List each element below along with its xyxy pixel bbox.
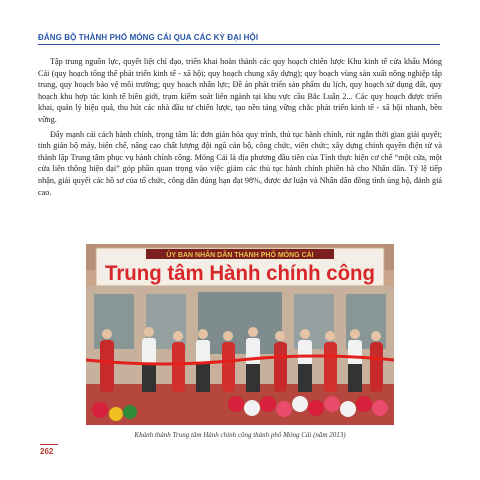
ceremony-photo-illustration (86, 244, 394, 425)
header-divider (38, 44, 440, 45)
page-number-rule (40, 444, 58, 445)
body-text (38, 56, 442, 201)
sign-main-text: Trung tâm Hành chính công (105, 262, 375, 285)
page-number: 262 (40, 447, 54, 456)
paragraph-admin-reform: Đẩy mạnh cải cách hành chính, trọng tâm là: đơn giản hóa quy trình, thủ tục hành chính, rút ngắn thời gian giải quyết; tinh giản bộ máy, biên chế, nâng cao chất lượng đội ngũ cán bộ, công chức, viên chức; xây dựng chính quyền điện tử và thành lập Trung tâm phục vụ hành chính công. Móng Cái là địa phương đầu tiên của Tỉnh thực hiện cơ chế “một cửa, một cửa liên thông hiện đại” góp phần quan trọng vào việc giảm các thủ tục hành chính phiền hà cho Nhân dân. Tỷ lệ tiếp nhận, giải quyết các hồ sơ của tổ chức, công dân đúng hạn đạt 98%, được dư luận và Nhân dân đồng tình ủng hộ, đánh giá cao. (38, 129, 442, 197)
photo-caption: Khánh thành Trung tâm Hành chính công thành phố Móng Cái (năm 2013) (134, 431, 346, 439)
running-header: ĐẢNG BỘ THÀNH PHỐ MÓNG CÁI QUA CÁC KỲ ĐẠI HỘI (38, 33, 259, 42)
ceremony-photo (86, 244, 394, 425)
sign-top-text: ỦY BAN NHÂN DÂN THÀNH PHỐ MÓNG CÁI (166, 252, 314, 259)
paragraph-planning: Tập trung nguồn lực, quyết liệt chỉ đạo, triển khai hoàn thành các quy hoạch chiến lược Khu kinh tế cửa khẩu Móng Cái (quy hoạch tổng thể phát triển kinh tế - xã hội; quy hoạch chung xây dựng); quy hoạch vùng sản xuất nông nghiệp tập trung, quy hoạch bảo vệ môi trường; quy hoạch nhân lực; Đề án phát triển sản phẩm du lịch, quy hoạch sử dụng đất, quy hoạch khu hợp tác kinh tế biên giới, trạm kiểm soát liên ngành tại khu vực cầu Bắc Luân 2... Các quy hoạch được triển khai, quản lý hiệu quả, thu hút các nhà đầu tư chiến lược, tạo nền tảng vững chắc phát triển kinh tế - xã hội nhanh, bền vững. (38, 57, 442, 124)
